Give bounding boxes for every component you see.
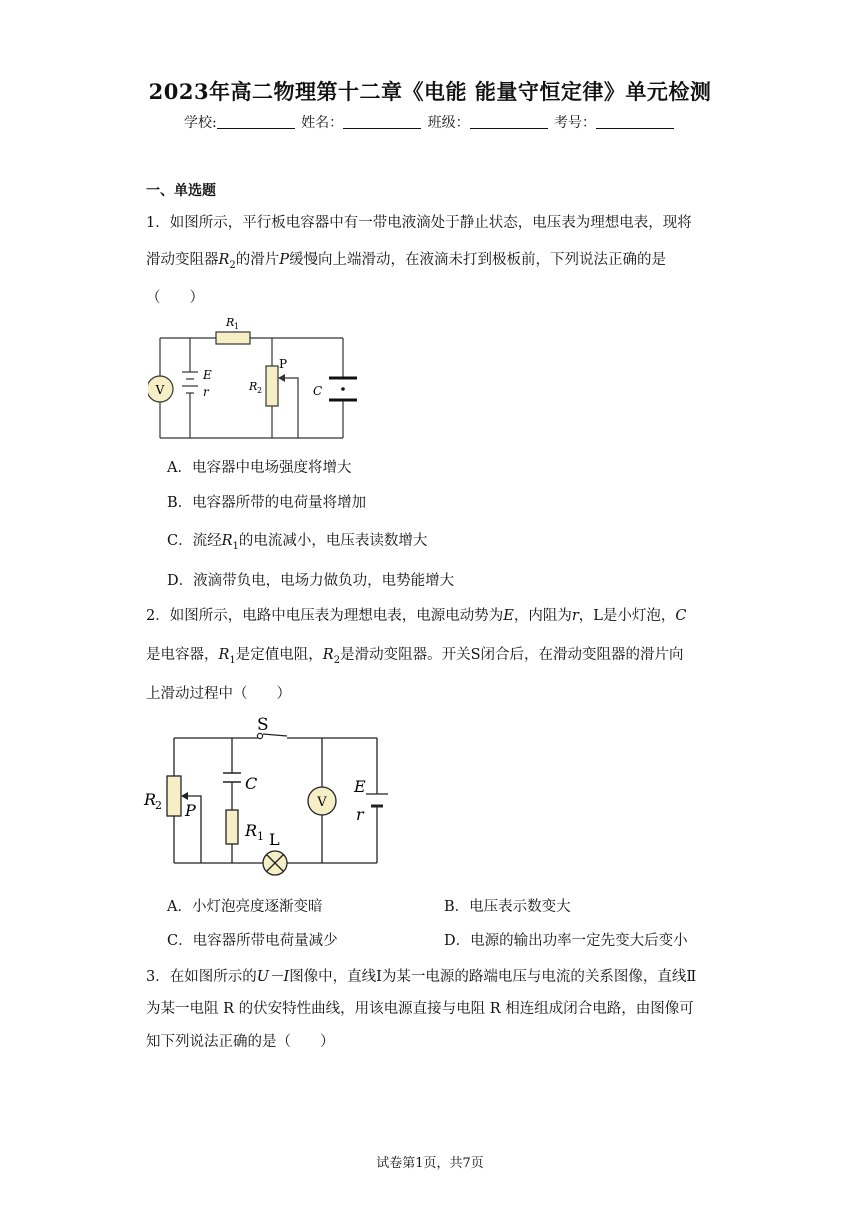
q2-option-d[interactable]: D．电源的输出功率一定先变大后变小 <box>444 933 688 949</box>
svg-text:R: R <box>245 821 258 840</box>
q1-option-d[interactable]: D．液滴带负电，电场力做负功，电势能增大 <box>167 573 455 589</box>
svg-text:r: r <box>356 805 364 824</box>
name-blank[interactable] <box>343 114 421 129</box>
r1-resistor <box>226 810 238 844</box>
school-blank[interactable] <box>217 114 295 129</box>
section-heading: 一、单选题 <box>146 183 216 199</box>
svg-text:V: V <box>155 383 165 397</box>
svg-text:C: C <box>313 384 323 398</box>
svg-text:E: E <box>354 777 366 796</box>
capacitor-icon <box>223 773 241 782</box>
q2-option-b[interactable]: B．电压表示数变大 <box>444 899 571 915</box>
q3-line-3: 知下列说法正确的是（ ） <box>146 1034 335 1050</box>
svg-text:R: R <box>249 380 258 393</box>
q1-line-2: 滑动变阻器$R_2$的滑片P缓慢向上端滑动，在液滴未打到极板前，下列说法正确的是 <box>146 252 667 271</box>
q3-line-2: 为某一电阻 R 的伏安特性曲线，用该电源直接与电阻 R 相连组成闭合电路，由图像可 <box>146 1001 694 1017</box>
q1-option-c[interactable]: C．流经$R_1$的电流减小，电压表读数增大 <box>167 533 428 552</box>
svg-text:L: L <box>269 830 280 849</box>
svg-text:E: E <box>203 368 212 382</box>
svg-text:C: C <box>245 774 258 793</box>
class-label: 班级： <box>427 115 470 131</box>
q1-circuit-diagram <box>148 310 368 445</box>
r2-rheostat <box>167 776 181 816</box>
svg-text:S: S <box>257 715 269 735</box>
q1-option-b[interactable]: B．电容器所带的电荷量将增加 <box>167 495 367 511</box>
svg-text:2: 2 <box>155 799 162 812</box>
svg-text:R: R <box>144 790 157 809</box>
q1-line-1: 1．如图所示，平行板电容器中有一带电液滴处于静止状态，电压表为理想电表，现将 <box>146 215 692 231</box>
exam-number-blank[interactable] <box>596 114 674 129</box>
svg-text:V: V <box>317 795 327 810</box>
student-info-row <box>0 112 860 132</box>
exam-title: 2023年高二物理第十二章《电能 能量守恒定律》单元检测 <box>148 79 712 104</box>
class-blank[interactable] <box>470 114 548 129</box>
q1-option-a[interactable]: A．电容器中电场强度将增大 <box>167 460 352 476</box>
r2-rheostat <box>266 366 278 406</box>
q2-line-1: 2．如图所示，电路中电压表为理想电表，电源电动势为E，内阻为r，L是小灯泡，C <box>146 608 687 624</box>
q2-option-a[interactable]: A．小灯泡亮度逐渐变暗 <box>167 899 323 915</box>
slider-arrow-icon <box>181 792 188 800</box>
svg-text:R: R <box>226 316 235 329</box>
lamp-icon <box>263 851 287 875</box>
svg-text:1: 1 <box>257 830 264 843</box>
q1-answer-paren: （ ） <box>146 290 204 306</box>
r1-resistor <box>216 332 250 344</box>
school-label: 学校: <box>183 115 217 131</box>
q2-circuit-diagram <box>142 712 392 882</box>
slider-arrow-icon <box>278 374 285 382</box>
battery-icon <box>366 794 388 806</box>
name-label: 姓名： <box>301 115 344 131</box>
svg-text:2: 2 <box>257 386 263 395</box>
q2-line-3: 上滑动过程中（ ） <box>146 686 291 702</box>
page-footer: 试卷第1页，共7页 <box>376 1156 484 1171</box>
svg-text:r: r <box>203 385 209 399</box>
q2-option-c[interactable]: C．电容器所带电荷量减少 <box>167 933 338 949</box>
svg-text:P: P <box>279 357 288 371</box>
charged-droplet <box>341 387 345 391</box>
svg-text:1: 1 <box>234 322 240 331</box>
q3-line-1: 3．在如图所示的U－I图像中，直线Ⅰ为某一电源的路端电压与电流的关系图像，直线Ⅱ <box>146 969 697 985</box>
q2-line-2: 是电容器，$R_1$是定值电阻，$R_2$是滑动变阻器。开关S闭合后，在滑动变阻器的滑片向 <box>146 647 684 666</box>
battery-icon <box>182 372 198 404</box>
exam-number-label: 考号： <box>554 115 597 131</box>
svg-text:P: P <box>185 801 196 820</box>
